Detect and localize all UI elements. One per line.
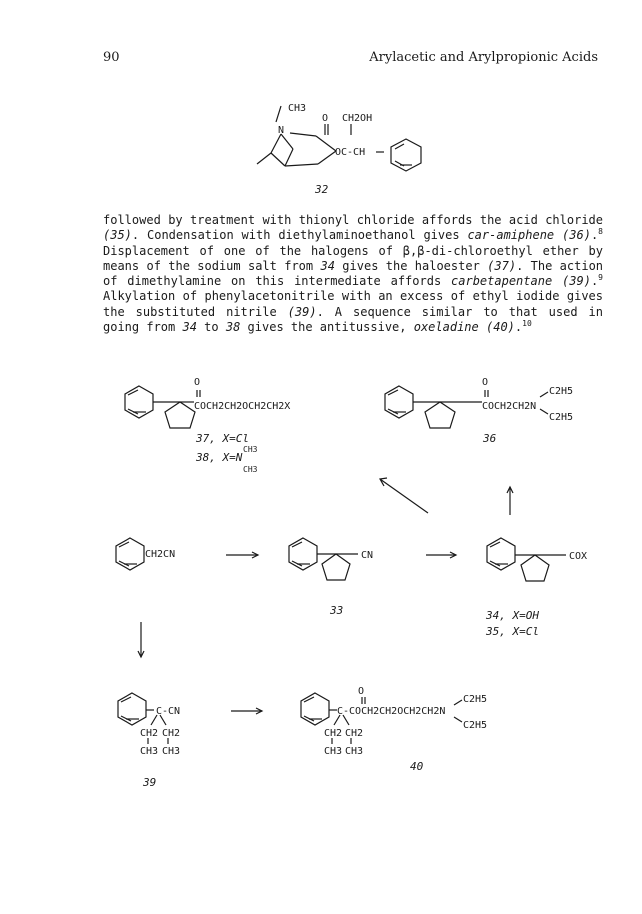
compound-label-34: 34, X=OH (486, 609, 539, 622)
compound-label-32: 32 (315, 183, 329, 196)
structure-33 (289, 538, 373, 617)
text-segment: gives the haloester (342, 258, 480, 273)
text-segment: . A sequence similar to that used in going from (103, 304, 603, 335)
text-segment: Displacement of one of the halogens of β,β-di-chloroethyl ether by means of the sodium salt from (103, 243, 603, 273)
methyl-label: CH3 (243, 445, 258, 454)
ester-chain-label: COCH2CH2N (482, 401, 537, 412)
ethyl-label: C2H5 (463, 694, 488, 705)
reaction-arrow (380, 479, 428, 513)
compound-ref: (37) (487, 258, 517, 273)
ethyl-label: C2H5 (549, 386, 574, 397)
cyanomethyl-label: CH2CN (145, 549, 176, 560)
compound-ref: 34 (182, 320, 197, 335)
footnote-ref: 9 (598, 273, 603, 283)
compound-ref: 34 (320, 258, 335, 273)
methyl-label: CH3 (162, 746, 181, 757)
text-segment: Alkylation of phenylacetonitrile with an excess of ethyl iodide gives the substituted nitrile (103, 289, 603, 319)
structure-39 (118, 693, 180, 789)
carbonyl-oxygen-label: O (322, 113, 329, 124)
compound-label-35: 35, X=Cl (486, 625, 539, 638)
structure-36 (385, 377, 573, 445)
structure-phenylacetonitrile (116, 538, 175, 570)
methyl-label: CH3 (140, 746, 159, 757)
drug-name-oxeladine: oxeladine (413, 320, 479, 335)
running-head: Arylacetic and Arylpropionic Acids (369, 50, 598, 65)
compound-ref: (40) (486, 320, 515, 335)
n-methyl-label: CH3 (288, 103, 307, 114)
methylene-label: CH2 (345, 728, 364, 739)
acyl-group-label: COX (569, 551, 588, 562)
nitrogen-label: N (278, 125, 285, 136)
hydroxymethyl-label: CH2OH (342, 113, 373, 124)
text-segment: to (204, 320, 219, 335)
compound-ref: 38 (225, 320, 241, 335)
compound-label-33: 33 (330, 604, 344, 617)
ester-linkage-label: OC-CH (335, 147, 366, 158)
ethyl-label: C2H5 (549, 412, 574, 423)
text-segment: followed by treatment with thionyl chloride affords the acid chloride (103, 213, 603, 227)
methyl-label: CH3 (243, 465, 258, 474)
methylene-label: CH2 (324, 728, 343, 739)
drug-name-carbetapentane: carbetapentane (451, 274, 553, 289)
methylene-label: CH2 (162, 728, 181, 739)
text-segment: . Condensation with diethylaminoethanol gives (131, 228, 460, 243)
compound-label-39: 39 (143, 776, 157, 789)
page-number: 90 (103, 50, 120, 65)
structure-32 (257, 103, 421, 196)
structure-34-35 (485, 538, 587, 638)
compound-ref: (36) (562, 228, 591, 243)
ester-chain-label: COCH2CH2OCH2CH2X (194, 401, 291, 412)
structure-40 (301, 686, 487, 773)
compound-ref: (39) (562, 274, 591, 289)
nitrile-label: CN (361, 550, 374, 561)
drug-name-caramiphene: car-amiphene (467, 228, 555, 243)
ester-chain-label: C-COCH2CH2OCH2CH2N (337, 706, 446, 717)
footnote-ref: 10 (522, 319, 532, 329)
body-paragraph: followed by treatment with thionyl chloride affords the acid chloride (35). Condensation with diethylaminoethanol gives car-amiphene (36).$^8$ Displacement of one of the halogens of β,β-di-chloroethyl ether by means of the sodium salt from 34 gives the haloester (37). The action of dimethylamine on this intermediate affords carbetapentane (39).$^9$ Alkylation of phenylacetonitrile with an excess of ethyl iodide gives the substituted nitrile (39). A sequence similar to that used in going from 34 to 38 gives the antitussive, oxeladine (40).$^{10}$ (103, 213, 604, 335)
compound-ref: (39) (287, 304, 317, 319)
compound-label-38: 38, X=N (196, 451, 243, 464)
nitrile-carbon-label: C-CN (156, 706, 181, 717)
compound-label-37: 37, X=Cl (196, 432, 249, 445)
compound-label-36: 36 (483, 432, 497, 445)
carbonyl-oxygen-label: O (194, 377, 201, 388)
ethyl-label: C2H5 (463, 720, 488, 731)
compound-label-40: 40 (410, 760, 424, 773)
methyl-label: CH3 (324, 746, 343, 757)
carbonyl-oxygen-label: O (358, 686, 365, 697)
structure-37-38 (125, 377, 290, 474)
methylene-label: CH2 (140, 728, 159, 739)
text-segment: . The action of dimethylamine on this intermediate affords (103, 258, 604, 289)
footnote-ref: 8 (598, 227, 603, 237)
carbonyl-oxygen-label: O (482, 377, 489, 388)
methyl-label: CH3 (345, 746, 364, 757)
compound-ref: (35) (103, 228, 132, 243)
text-segment: gives the antitussive, (247, 320, 407, 335)
